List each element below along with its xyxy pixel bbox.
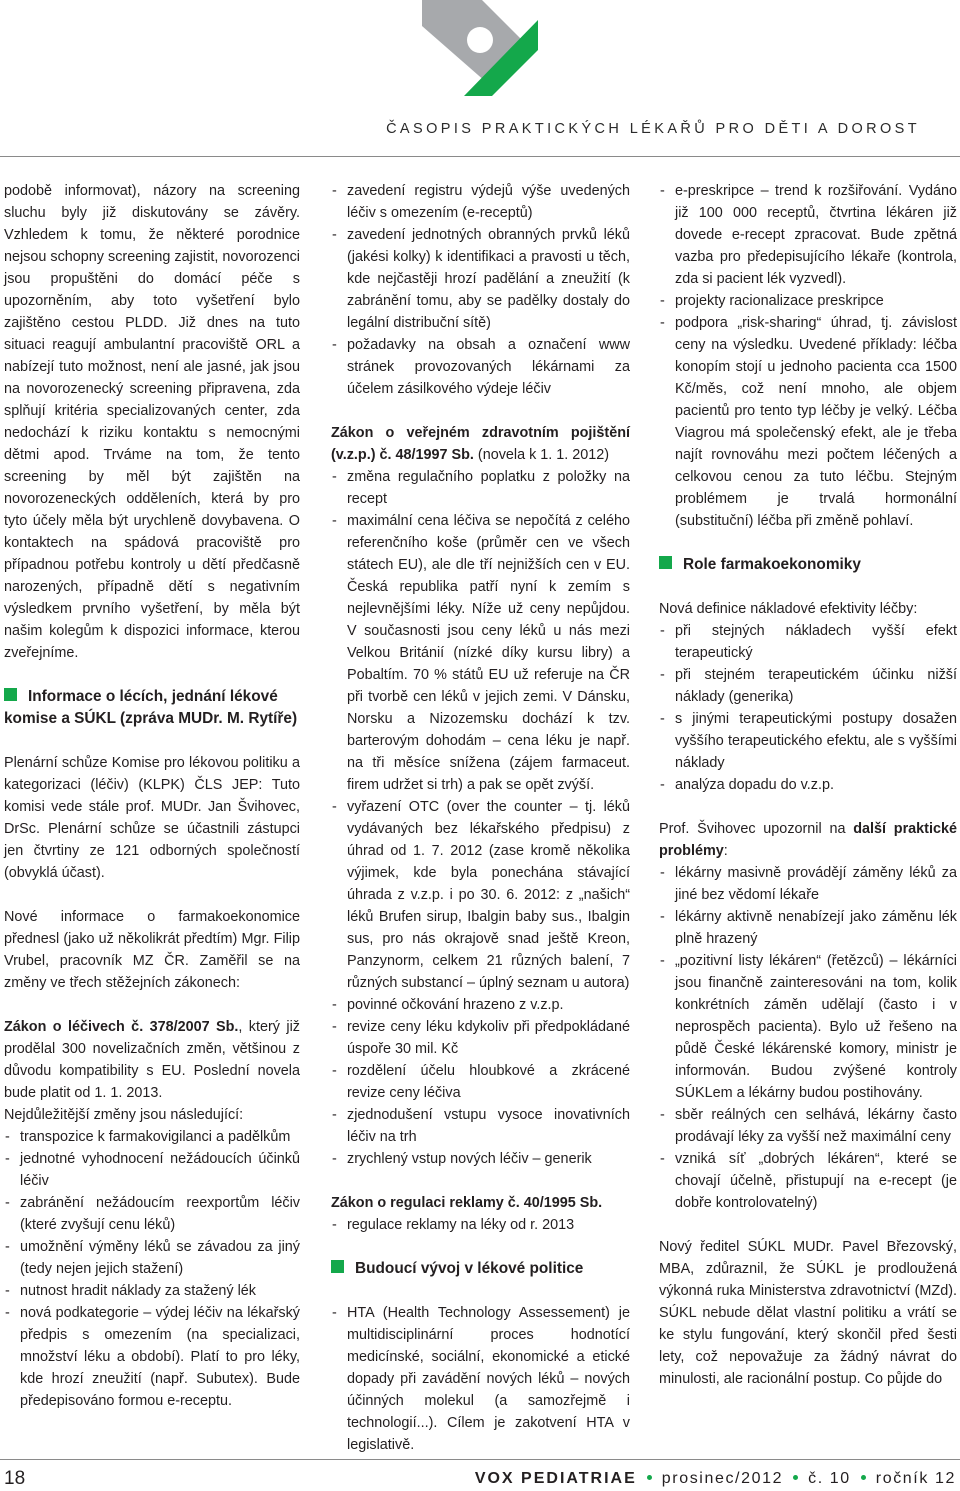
paragraph: Plenární schůze Komise pro lékovou politiku a kategorizaci (léčiv) (KLPK) ČLS JEP: Tuto komisi vede stále prof. MUDr. Jan Švihovec, DrSc. Plenární schůze se účastnili zástupci jen čtvrtiny ze 121 odborných společností (obvyklá účast). (4, 755, 300, 881)
paragraph: Nové informace o farmakoekonomice přednesl (jako už několikrát předtím) Mgr. Filip Vrubel, pracovník MZ ČR. Zaměřil se na změny ve třech stěžejních zákonech: (4, 909, 300, 991)
changes-list (4, 1126, 300, 1412)
list-item: - zabránění nežádoucím reexportům léčiv (které zvyšují cenu léků) (4, 1192, 300, 1236)
list-item: - zavedení registru výdejů výše uvedených léčiv s omezením (e-receptů) (331, 180, 630, 224)
list-item: - maximální cena léčiva se nepočítá z celého referenčního koše (průměr cen ve všech státech EU), ale dle tří nejnižších cen v EU. Česká republika patří nyní k zemím s nejlevnějšími léky. Níže už ceny nepůjdou. V současnosti jsou ceny léků u nás mezi Velkou Británií (nízké díky kursu libry) a Pobaltím. 70 % států EU už referuje na ČR při tvorbě cen léků v jejich zemi. V Dánsku, Norsku a Nizozemsku dochází k tzv. barterovým dohodám – cena léku je např. na tři měsíce snížena (zájem farmaceut. firem udržet si trh) a pak se opět zvýší. (331, 510, 630, 796)
bullet-dot-icon (647, 1475, 652, 1480)
list-item: - při stejném terapeutickém účinku nižší náklady (generika) (659, 664, 957, 708)
header-rule (0, 156, 960, 157)
magazine-name: VOX PEDIATRIAE (474, 1470, 637, 1487)
law1-list-continued (331, 180, 630, 400)
list-item: - s jinými terapeutickými postupy dosažen vyššího terapeutického efektu, ale s vyššími náklady (659, 708, 957, 774)
footer-rule (0, 1459, 960, 1460)
list-item: - podpora „risk-sharing“ úhrad, tj. závislost ceny na výsledku. Uvedené příklady: léčba konopím stojí u jednoho pacienta cca 1500 Kč/měs, což není mnoho, ale objem pacientů pro tento typ léčby je velký. Léčba Viagrou má společenský efekt, ale je třeba najít rovnováhu mezi počtem léčených a celkovou cenou za tuto léčbu. Stejným problémem je trvalá hormonální (substituční) léčba při změně pohlaví. (659, 312, 957, 532)
green-square-icon (4, 688, 17, 701)
section-heading-budouci-vyvoj: Budoucí vývoj v lékové politice (331, 1258, 630, 1280)
section-heading-role: Role farmakoekonomiky (659, 554, 957, 576)
problems-list (659, 862, 957, 1214)
list-item: - lékárny masivně provádějí záměny léků za jiné bez vědomí lékaře (659, 862, 957, 906)
bullet-dot-icon (793, 1475, 798, 1480)
list-item: - e-preskripce – trend k rozšiřování. Vydáno již 100 000 receptů, čtvrtina lékáren již dovede e-recept zpracovat. Bude zpětná vazba pro předepisujícího lékaře (kontrola, zda si pacient lék vyzvedl). (659, 180, 957, 290)
section-heading-informace: Informace o lécích, jednání lékové komise a SÚKL (zpráva MUDr. M. Rytíře) (4, 688, 298, 727)
list-item: - změna regulačního poplatku z položky na recept (331, 466, 630, 510)
list-item: - transpozice k farmakovigilanci a padělkům (4, 1126, 300, 1148)
list-item: - sběr reálných cen selhává, lékárny často prodávají léky za vyšší než maximální ceny (659, 1104, 957, 1148)
law-title: Zákon o veřejném zdravotním pojištění (v.z.p.) č. 48/1997 Sb. (331, 425, 630, 463)
list-item: - při stejných nákladech vyšší efekt terapeutický (659, 620, 957, 664)
list-item: - revize ceny léku kdykoliv při předpokládané úspoře 30 mil. Kč (331, 1016, 630, 1060)
law2-list (331, 466, 630, 1170)
paragraph: Nová definice nákladové efektivity léčby: (659, 601, 918, 617)
list-item: - jednotné vyhodnocení nežádoucích účinků léčiv (4, 1148, 300, 1192)
issue-date: prosinec/2012 (661, 1470, 784, 1487)
future-list (331, 1302, 630, 1456)
column-2 (331, 180, 630, 1456)
efficiency-list (659, 620, 957, 796)
issue-number: č. 10 (808, 1470, 851, 1487)
future-list-continued (659, 180, 957, 532)
list-item: - nová podkategorie – výdej léčiv na lékařský předpis s omezením (na specializaci, množství léku a období). Platí to pro léky, kde hrozí zneužití (např. Subutex). Bude předepisováno formou e-receptu. (4, 1302, 300, 1412)
bullet-dot-icon (861, 1475, 866, 1480)
green-square-icon (659, 556, 672, 569)
list-item: - požadavky na obsah a označení www stránek provozovaných lékárnami za účelem zásilkového výdeje léčiv (331, 334, 630, 400)
list-item: - „pozitivní listy lékáren“ (řetězců) – lékárníci jsou finančně zainteresováni na tom, kolik konkrétních záměn udělají (často i v neprospěch pacienta). Bylo už řešeno na půdě České lékárenské komory, ministr je informován. Budou zvýšené kontroly SÚKLem a lékárny budou postihovány. (659, 950, 957, 1104)
list-item: - regulace reklamy na léky od r. 2013 (331, 1214, 630, 1236)
list-item: - zjednodušení vstupu vysoce inovativních léčiv na trh (331, 1104, 630, 1148)
list-item: - rozdělení účelu hloubkové a zkrácené revize ceny léčiva (331, 1060, 630, 1104)
list-item: - HTA (Health Technology Assessement) je multidisciplinární proces hodnotící medicínské, sociální, ekonomické a etické dopady při zavádění nových léků – nových účinných molekul (a samozřejmě i technologií...). Cílem je zakotvení HTA v legislativě. (331, 1302, 630, 1456)
paragraph: Nejdůležitější změny jsou následující: (4, 1107, 244, 1123)
list-item: - projekty racionalizace preskripce (659, 290, 957, 312)
footer-info (475, 1470, 956, 1488)
list-item: - vyřazení OTC (over the counter – tj. léků vydávaných bez lékařského předpisu) z úhrad od 1. 7. 2012 (zase kromě několika výjimek, kde byla ponechána stávající úhrada z v.z.p. i po 30. 6. 2012: z „našich“ léků Brufen sirup, Ibalgin baby sus., Ibalgin sus, pro nás okrajově snad ještě Kreon, Panzynorm, celkem 21 různých balení, 7 různých substancí – úplný seznam u autora) (331, 796, 630, 994)
paragraph: Prof. Švihovec upozornil na další praktické problémy: (659, 821, 957, 859)
column-1 (4, 180, 300, 1412)
law-title: Zákon o regulaci reklamy č. 40/1995 Sb. (331, 1195, 603, 1211)
law-paragraph: Zákon o léčivech č. 378/2007 Sb., který již prodělal 300 novelizačních změn, většinou z důvodu kompatibility s EU. Poslední novela bude platit od 1. 1. 2013. (4, 1019, 300, 1101)
list-item: - analýza dopadu do v.z.p. (659, 774, 957, 796)
list-item: - zavedení jednotných obranných prvků léků (jakési kolky) k identifikaci a pravosti u těch, kde nejčastěji hrozí padělání a zneužití (k zabránění tomu, aby se padělky dostaly do legální distribuční sítě) (331, 224, 630, 334)
page-number: 18 (4, 1468, 26, 1489)
paragraph: podobě informovat), názory na screening sluchu byly již diskutovány se závěry. Vzhledem k tomu, že některé porodnice nejsou schopny screening zajistit, novorozenci jsou propuštěni do domácí péče s upozorněním, aby toto vyšetření bylo zajištěno cestou PLDD. Již dnes na tuto situaci reagují ambulantní pracoviště ORL a nabízejí tuto možnost, není ale jasné, jak jsou na novorozenecký screening připravena, zda splňují kritéria specializovaných center, zda nedochází k riziku kontaktu s nemocnými dětmi apod. Trváme na tom, že tento screening by měl být zajištěn na novorozeneckých odděleních, která by pro tyto účely měla být urychleně dovybavena. O kontaktech na spádová pracoviště pro případnou potřebu kontroly u dětí předčasně narozených, případně dětí s negativním výsledkem prvního vyšetření, by měla být našim kolegům k dispozici informace, kterou zveřejníme. (4, 183, 300, 661)
list-item: - zrychlený vstup nových léčiv – generik (331, 1148, 630, 1170)
paragraph: Nový ředitel SÚKL MUDr. Pavel Březovský, MBA, zdůraznil, že SÚKL je prodloužená výkonná ruka Ministerstva zdravotnictví (MZd). SÚKL nebude dělat vlastní politiku a vrátí se ke stylu fungování, který skončil před šesti lety, což nepovažuje za žádný návrat do minulosti, ale racionální postup. Co půjde do (659, 1239, 957, 1387)
column-3 (659, 180, 957, 1390)
journal-title: ČASOPIS PRAKTICKÝCH LÉKAŘŮ PRO DĚTI A DOROST (386, 121, 920, 137)
list-item: - povinné očkování hrazeno z v.z.p. (331, 994, 630, 1016)
list-item: - vzniká síť „dobrých lékáren“, které se chovají účelně, přistupují na e-recept (je dobře kontrolovatelný) (659, 1148, 957, 1214)
list-item: - lékárny aktivně nenabízejí jako záměnu lék plně hrazený (659, 906, 957, 950)
list-item: - umožnění výměny léků se závadou za jiný (tedy nejen jejich stažení) (4, 1236, 300, 1280)
law-heading: Zákon o veřejném zdravotním pojištění (v.z.p.) č. 48/1997 Sb. (novela k 1. 1. 2012) (331, 425, 630, 463)
journal-logo (422, 0, 538, 96)
green-square-icon (331, 1260, 344, 1273)
law-title: Zákon o léčivech č. 378/2007 Sb. (4, 1019, 239, 1035)
volume: ročník 12 (875, 1470, 956, 1487)
list-item: - nutnost hradit náklady za stažený lék (4, 1280, 300, 1302)
law3-list (331, 1214, 630, 1236)
